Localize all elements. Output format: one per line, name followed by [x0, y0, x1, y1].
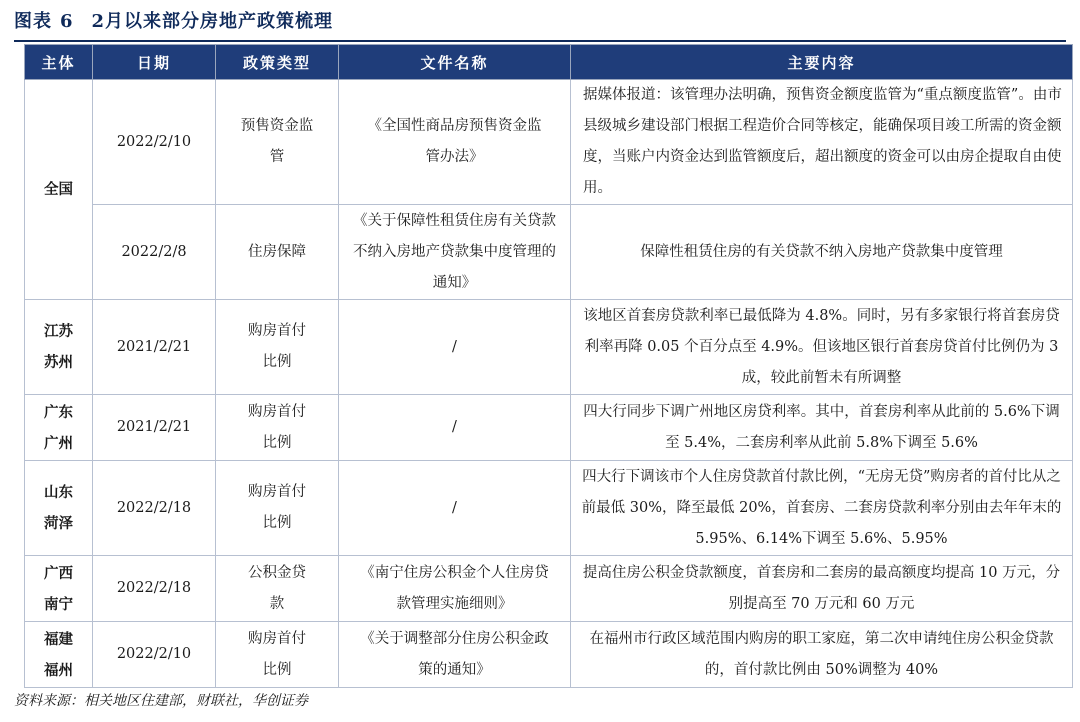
doc-cell: / [339, 461, 571, 556]
region-cell: 福建福州 [25, 622, 93, 688]
type-cell: 住房保障 [216, 205, 339, 300]
table-row [25, 300, 1073, 395]
date-cell: 2022/2/18 [93, 461, 216, 556]
content-cell: 在福州市行政区域范围内购房的职工家庭，第二次申请纯住房公积金贷款的，首付款比例由 50%调整为 40% [571, 622, 1073, 688]
content-cell: 四大行同步下调广州地区房贷利率。其中，首套房利率从此前的 5.6%下调至 5.4%，二套房利率从此前 5.8%下调至 5.6% [571, 395, 1073, 461]
content-cell: 该地区首套房贷款利率已最低降为 4.8%。同时，另有多家银行将首套房贷利率再降 0.05 个百分点至 4.9%。但该地区银行首套房贷首付比例仍为 3 成，较此前暂未有所调整 [571, 300, 1073, 395]
content-cell: 据媒体报道：该管理办法明确，预售资金额度监管为“重点额度监管”。由市县级城乡建设部门根据工程造价合同等核定，能确保项目竣工所需的资金额度，当账户内资金达到监管额度后，超出额度的资金可以由房企提取自由使用。 [571, 80, 1073, 205]
table-row [25, 622, 1073, 688]
date-cell: 2022/2/18 [93, 556, 216, 622]
header-region: 主体 [25, 45, 93, 80]
type-cell: 预售资金监管 [216, 80, 339, 205]
region-cell: 全国 [25, 80, 93, 300]
doc-cell: / [339, 300, 571, 395]
doc-cell: 《南宁住房公积金个人住房贷款管理实施细则》 [339, 556, 571, 622]
table-row [25, 80, 1073, 205]
region-cell: 广东广州 [25, 395, 93, 461]
type-cell: 购房首付比例 [216, 300, 339, 395]
doc-cell: 《全国性商品房预售资金监管办法》 [339, 80, 571, 205]
figure-title-text: 2月以来部分房地产政策梳理 [91, 11, 334, 32]
region-cell: 山东菏泽 [25, 461, 93, 556]
table-header-row [25, 45, 1073, 80]
date-cell: 2022/2/10 [93, 622, 216, 688]
date-cell: 2022/2/8 [93, 205, 216, 300]
type-cell: 公积金贷款 [216, 556, 339, 622]
header-date: 日期 [93, 45, 216, 80]
region-cell: 江苏苏州 [25, 300, 93, 395]
header-type: 政策类型 [216, 45, 339, 80]
content-cell: 四大行下调该市个人住房贷款首付款比例，“无房无贷”购房者的首付比从之前最低 30%，降至最低 20%，首套房、二套房贷款利率分别由去年年末的 5.95%、6.14%下调至 5.6%、5.95% [571, 461, 1073, 556]
type-cell: 购房首付比例 [216, 622, 339, 688]
doc-cell: / [339, 395, 571, 461]
table-row [25, 556, 1073, 622]
table-row [25, 205, 1073, 300]
policy-table [24, 44, 1073, 688]
figure-number: 6 [60, 11, 74, 32]
figure-title [14, 6, 333, 38]
figure-label: 图表 [14, 11, 52, 32]
type-cell: 购房首付比例 [216, 395, 339, 461]
content-cell: 保障性租赁住房的有关贷款不纳入房地产贷款集中度管理 [571, 205, 1073, 300]
table-row [25, 395, 1073, 461]
header-content: 主要内容 [571, 45, 1073, 80]
type-cell: 购房首付比例 [216, 461, 339, 556]
date-cell: 2021/2/21 [93, 300, 216, 395]
date-cell: 2022/2/10 [93, 80, 216, 205]
date-cell: 2021/2/21 [93, 395, 216, 461]
region-cell: 广西南宁 [25, 556, 93, 622]
doc-cell: 《关于保障性租赁住房有关贷款不纳入房地产贷款集中度管理的通知》 [339, 205, 571, 300]
source-note: 资料来源：相关地区住建部，财联社，华创证券 [14, 693, 308, 709]
header-doc: 文件名称 [339, 45, 571, 80]
title-rule [14, 40, 1066, 42]
table-row [25, 461, 1073, 556]
doc-cell: 《关于调整部分住房公积金政策的通知》 [339, 622, 571, 688]
content-cell: 提高住房公积金贷款额度，首套房和二套房的最高额度均提高 10 万元，分别提高至 70 万元和 60 万元 [571, 556, 1073, 622]
